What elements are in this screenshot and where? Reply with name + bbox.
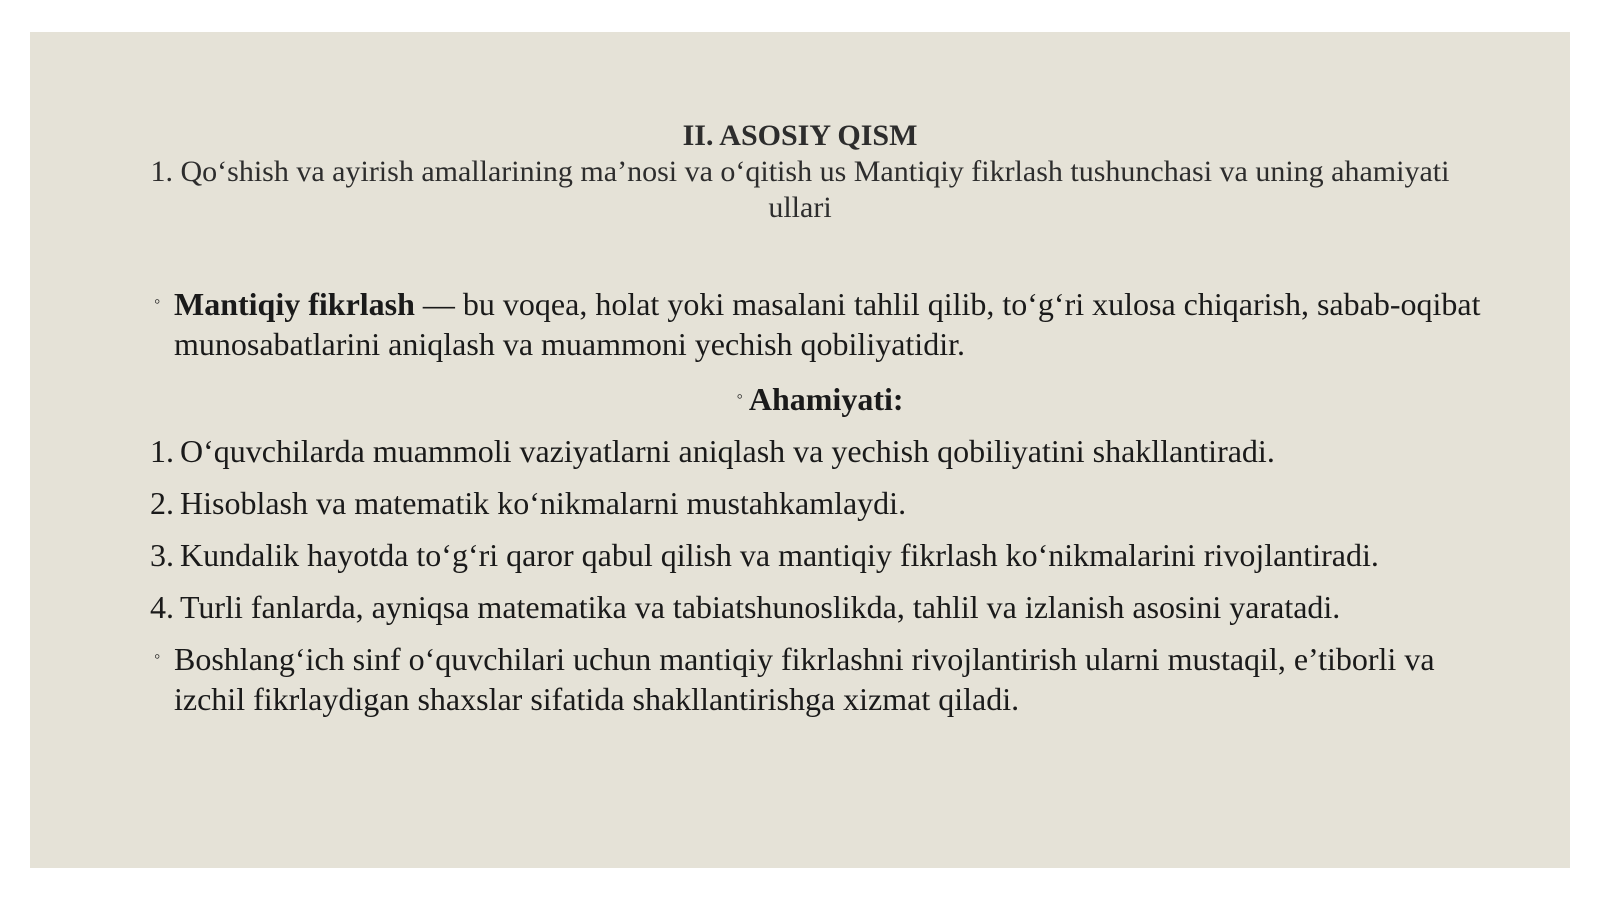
conclusion-text: Boshlang‘ich sinf o‘quvchilari uchun mantiqiy fikrlashni rivojlantirish ularni mustaqil, e’tiborli va izchil fikrlaydigan shaxslar sifatida shakllantirishga xizmat qiladi. [174, 641, 1435, 717]
list-item-number: 2. [150, 485, 174, 521]
list-item [150, 483, 1490, 523]
list-item-text: Hisoblash va matematik ko‘nikmalarni mustahkamlaydi. [180, 485, 907, 521]
list-item-text: Turli fanlarda, ayniqsa matematika va tabiatshunoslikda, tahlil va izlanish asosini yaratadi. [180, 589, 1341, 625]
bullet-icon: ◦ [154, 646, 161, 666]
list-item-text: Kundalik hayotda to‘g‘ri qaror qabul qilish va mantiqiy fikrlash ko‘nikmalarini rivojlantiradi. [180, 537, 1379, 573]
slide-title: II. ASOSIY QISM [682, 119, 918, 152]
definition-paragraph [150, 284, 1490, 364]
list-item [150, 587, 1490, 627]
list-item [150, 535, 1490, 575]
definition-term: Mantiqiy fikrlash [174, 286, 415, 322]
bullet-icon: ◦ [154, 291, 161, 311]
list-item [150, 431, 1490, 471]
importance-heading-text: Ahamiyati: [748, 381, 904, 417]
slide-subtitle: 1. Qo‘shish va ayirish amallarining ma’nosi va o‘qitish us Mantiqiy fikrlash tushunchasi va uning ahamiyati ullari [150, 155, 1450, 224]
list-item-number: 3. [150, 537, 174, 573]
slide [30, 32, 1570, 868]
importance-heading [150, 376, 1490, 419]
list-item-number: 1. [150, 433, 174, 469]
conclusion-paragraph [150, 639, 1490, 719]
list-item-number: 4. [150, 589, 174, 625]
list-item-text: O‘quvchilarda muammoli vaziyatlarni aniqlash va yechish qobiliyatini shakllantiradi. [180, 433, 1275, 469]
slide-content [150, 284, 1490, 731]
bullet-icon: ◦ [736, 386, 743, 406]
title-block [150, 118, 1450, 226]
definition-text: — bu voqea, holat yoki masalani tahlil qilib, to‘g‘ri xulosa chiqarish, sabab-oqibat munosabatlarini aniqlash va muammoni yechish qobiliyatidir. [174, 286, 1481, 362]
